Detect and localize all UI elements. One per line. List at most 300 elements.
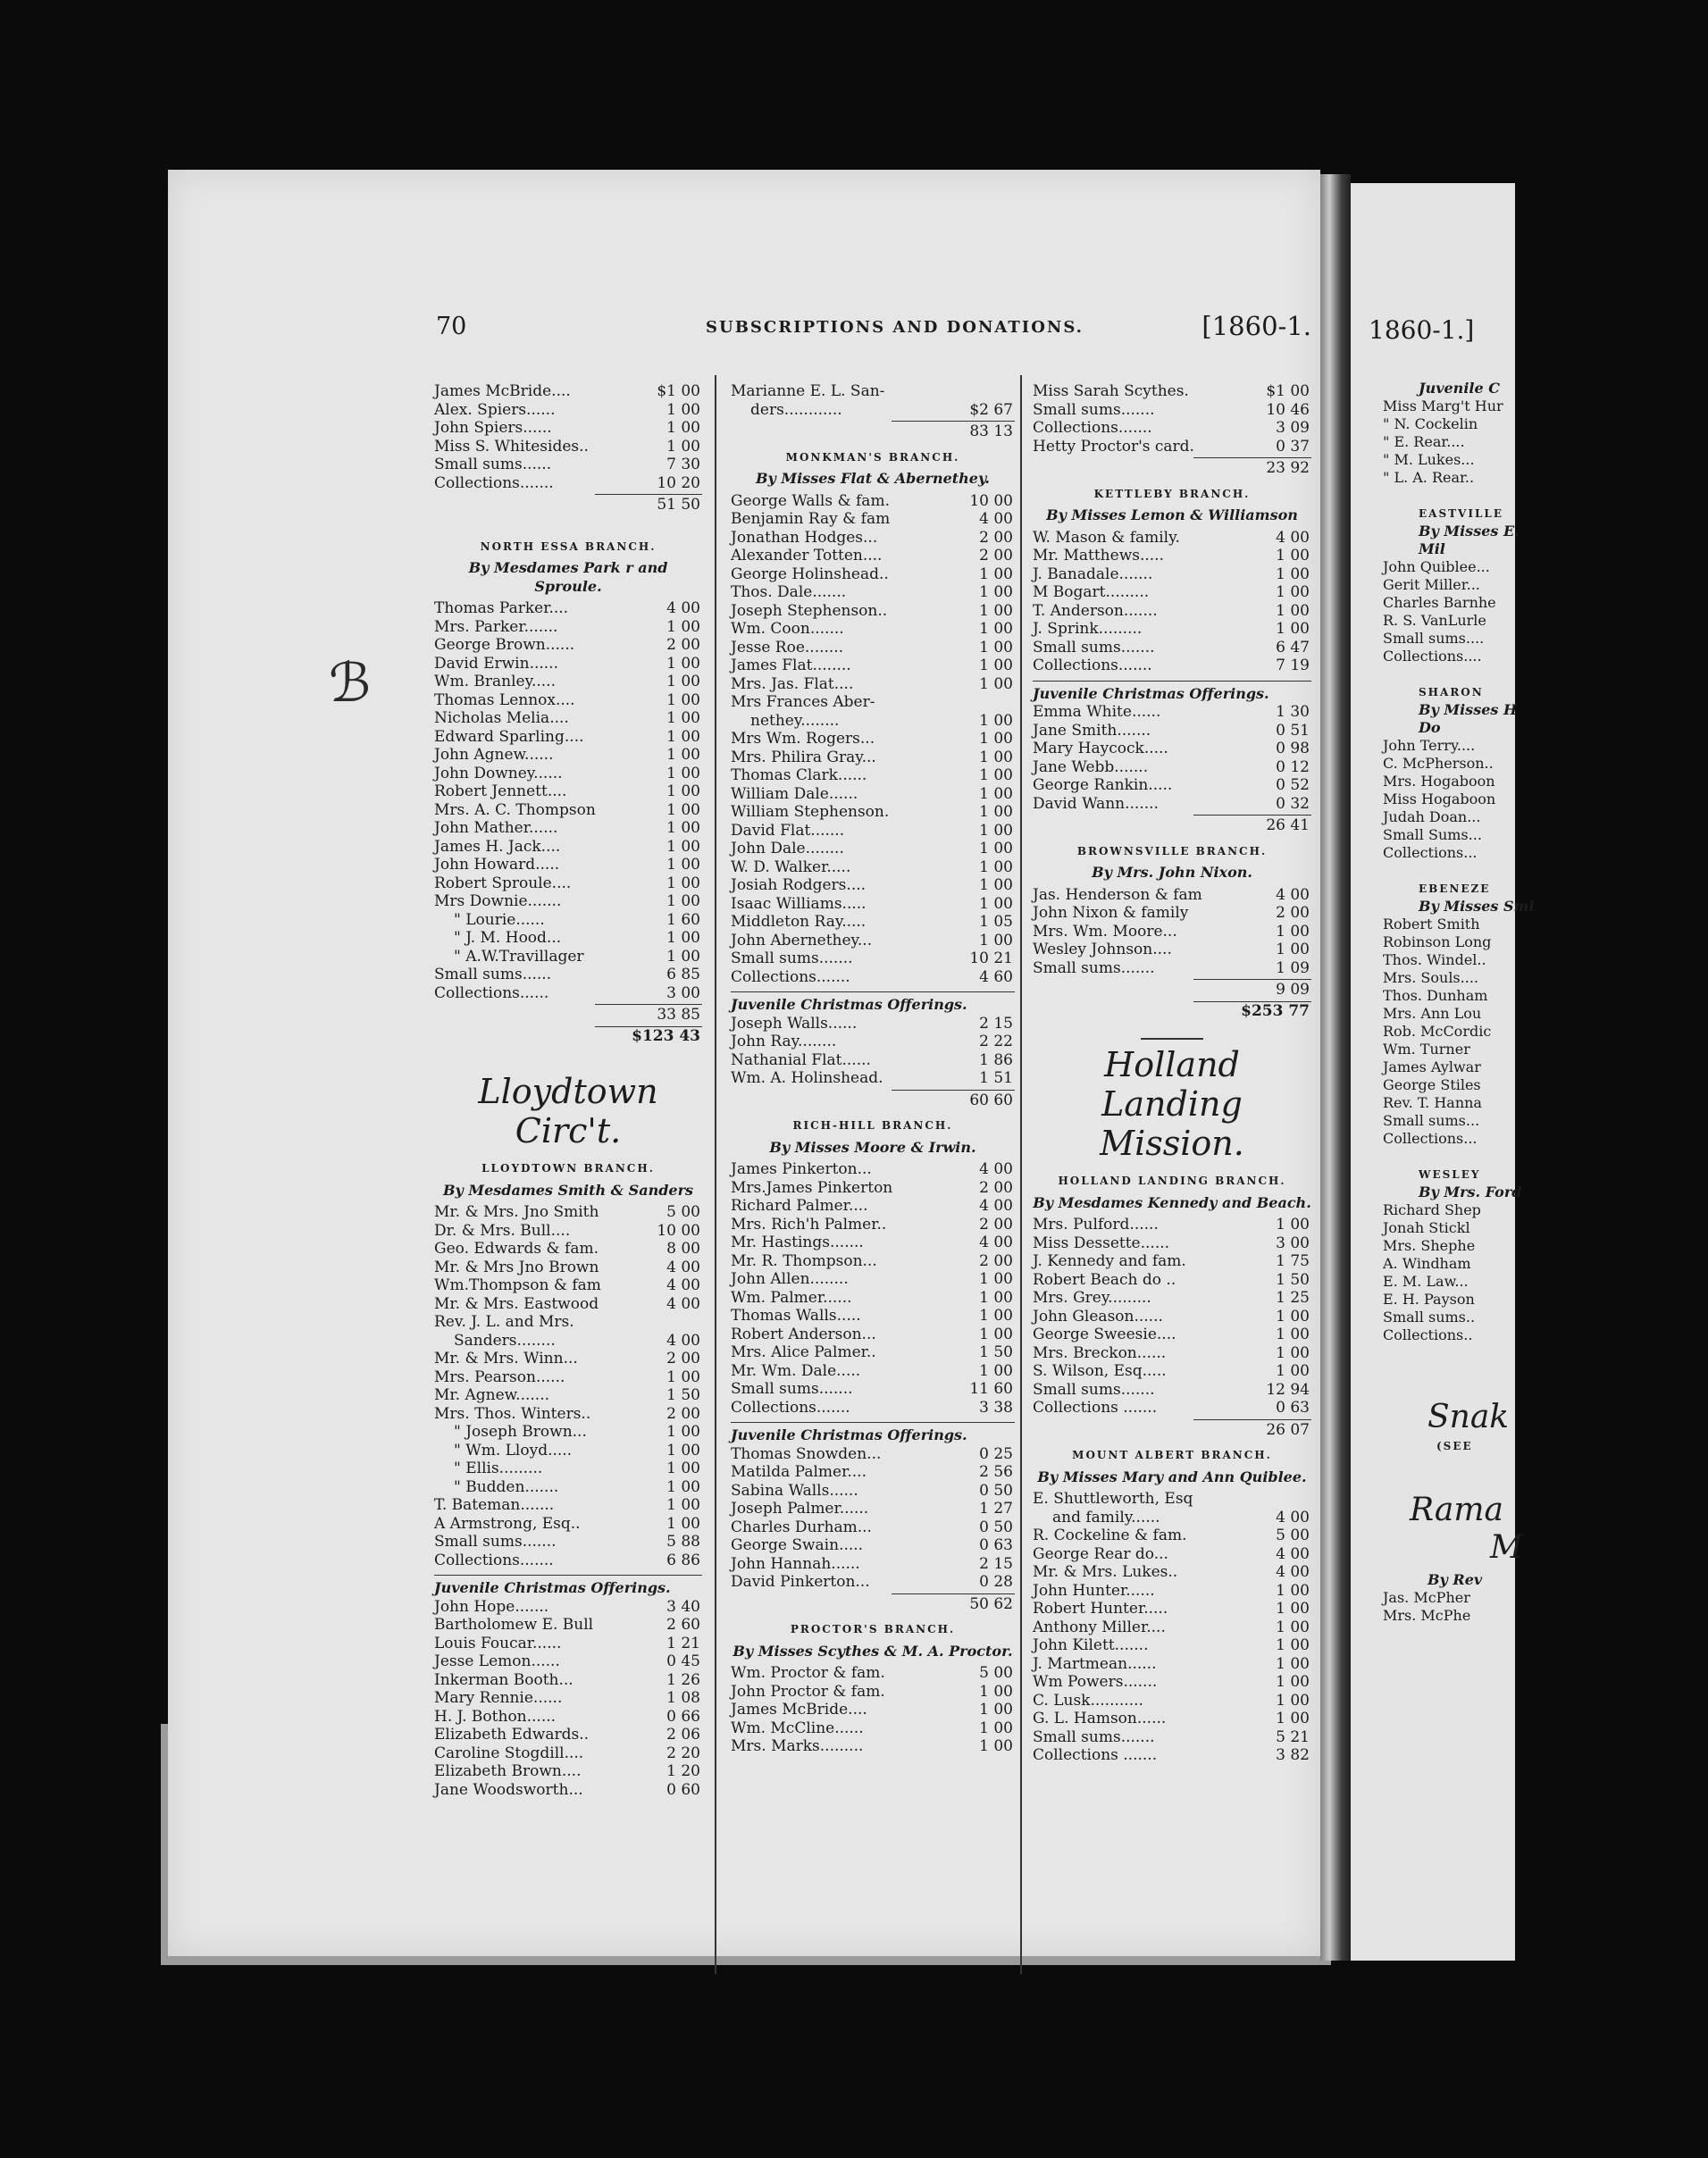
entry-row bbox=[731, 547, 1015, 565]
entry-row bbox=[1033, 1216, 1311, 1234]
entry-row bbox=[1033, 419, 1311, 438]
entry-row bbox=[434, 1598, 702, 1617]
entry-name: James McBride.... bbox=[731, 1701, 867, 1719]
row-list bbox=[731, 1015, 1015, 1088]
entry-row bbox=[434, 1652, 702, 1671]
entry-amount: 1 00 bbox=[1276, 620, 1310, 638]
entry-amount: 2 00 bbox=[666, 1350, 700, 1368]
column-divider bbox=[1020, 375, 1022, 1974]
entry-amount: 4 00 bbox=[979, 510, 1013, 528]
entry-amount: 2 00 bbox=[666, 1404, 700, 1423]
entry-amount: 0 12 bbox=[1276, 757, 1310, 776]
entry-name: James H. Jack.... bbox=[434, 837, 561, 856]
entry-name: Mrs. Breckon...... bbox=[1033, 1343, 1167, 1362]
entry-amount: 1 50 bbox=[1276, 1270, 1310, 1289]
mission-title: Holland Landing Mission. bbox=[1100, 1045, 1244, 1163]
entry-amount: 6 86 bbox=[666, 1551, 700, 1569]
entry-name: Wm. Proctor & fam. bbox=[731, 1664, 885, 1682]
entry-name: A Armstrong, Esq.. bbox=[434, 1514, 581, 1533]
entry-name: Mrs. A. C. Thompson bbox=[434, 800, 596, 819]
entry-name: George Holinshead.. bbox=[731, 565, 889, 583]
entry-row bbox=[731, 1380, 1015, 1399]
entry-name: Thomas Clark...... bbox=[731, 766, 867, 784]
entry-name: Sanders........ bbox=[454, 1331, 556, 1350]
branch-heading: BROWNSVILLE BRANCH. bbox=[1076, 844, 1268, 857]
entry-amount: 5 00 bbox=[979, 1664, 1013, 1682]
entry-row bbox=[731, 1069, 1015, 1088]
entry-row bbox=[434, 1295, 702, 1314]
entry-name: Robert Jennett.... bbox=[434, 782, 567, 800]
entry-name: S. Wilson, Esq..... bbox=[1033, 1362, 1167, 1380]
entry-name: Wm. McCline...... bbox=[731, 1719, 864, 1737]
rama-title: Rama bbox=[1410, 1492, 1503, 1528]
entry-row bbox=[1033, 1381, 1311, 1400]
right-page-line: Collections.. bbox=[1383, 1326, 1473, 1343]
right-page-line: Small sums... bbox=[1383, 1112, 1480, 1129]
entry-name: " Joseph Brown... bbox=[454, 1423, 587, 1441]
right-page-line: Miss Marg't Hur bbox=[1383, 397, 1503, 414]
entry-row bbox=[731, 1701, 1015, 1719]
entry-row bbox=[731, 1536, 1015, 1555]
entry-row bbox=[1033, 1582, 1311, 1601]
entry-row bbox=[731, 1362, 1015, 1381]
entry-amount: 11 60 bbox=[969, 1380, 1013, 1398]
entry-amount: 1 00 bbox=[979, 803, 1013, 821]
entry-row bbox=[1033, 401, 1311, 420]
entry-amount: 12 94 bbox=[1266, 1380, 1310, 1399]
column-3 bbox=[1033, 382, 1311, 1765]
snake-sub: (SEE bbox=[1436, 1440, 1473, 1452]
entry-row bbox=[1033, 1600, 1311, 1618]
entry-name: Robert Beach do .. bbox=[1033, 1270, 1176, 1289]
row-list bbox=[731, 492, 1015, 987]
entry-row bbox=[1033, 703, 1311, 722]
entry-name: Middleton Ray..... bbox=[731, 913, 867, 931]
row-list bbox=[1033, 1490, 1311, 1765]
entry-name: Mrs Downie....... bbox=[434, 892, 562, 910]
entry-amount: 1 00 bbox=[666, 709, 700, 727]
entry-name: William Dale...... bbox=[731, 784, 858, 803]
right-page-line: John Quiblee... bbox=[1383, 558, 1490, 575]
right-page-line: Miss Hogaboon bbox=[1383, 790, 1496, 807]
right-page-line: Robert Smith bbox=[1383, 916, 1480, 933]
entry-row bbox=[731, 1719, 1015, 1738]
entry-amount: 4 00 bbox=[1276, 1563, 1310, 1581]
right-page-line: Do bbox=[1419, 719, 1441, 736]
entry-name: Collections ....... bbox=[1033, 1399, 1158, 1417]
entry-name: James Flat........ bbox=[731, 657, 851, 674]
entry-name: Elizabeth Edwards.. bbox=[434, 1726, 590, 1744]
column-1 bbox=[434, 382, 702, 1799]
entry-amount: 0 51 bbox=[1276, 721, 1310, 740]
entry-amount: 0 32 bbox=[1276, 794, 1310, 813]
right-page-line: Thos. Windel.. bbox=[1383, 951, 1486, 968]
entry-amount: 2 00 bbox=[979, 1215, 1013, 1234]
entry-amount: 10 46 bbox=[1266, 400, 1310, 419]
entry-name: Mr. & Mrs. Eastwood bbox=[434, 1294, 599, 1313]
entry-amount: $2 67 bbox=[969, 400, 1013, 419]
entry-row bbox=[434, 1762, 702, 1781]
entry-row bbox=[731, 876, 1015, 895]
entry-row bbox=[434, 1533, 702, 1552]
entry-amount bbox=[958, 382, 1015, 401]
entry-row bbox=[1033, 1526, 1311, 1545]
entry-name: Small sums....... bbox=[1033, 1727, 1155, 1746]
entry-name: C. Lusk........... bbox=[1033, 1691, 1143, 1710]
entry-name: " Budden....... bbox=[454, 1477, 559, 1496]
entry-row bbox=[434, 636, 702, 655]
entry-name: G. L. Hamson...... bbox=[1033, 1710, 1167, 1727]
entry-name: Small sums....... bbox=[1033, 958, 1155, 977]
entry-row bbox=[434, 1442, 702, 1460]
entry-amount: 1 50 bbox=[979, 1343, 1013, 1361]
entry-name: David Pinkerton... bbox=[731, 1573, 870, 1591]
entry-amount: $1 00 bbox=[1266, 382, 1310, 400]
entry-name: Jane Woodsworth... bbox=[434, 1780, 583, 1799]
entry-row bbox=[434, 1460, 702, 1478]
right-page-line: Collections... bbox=[1383, 1130, 1478, 1147]
entry-row bbox=[731, 1343, 1015, 1362]
entry-name: Jonathan Hodges... bbox=[731, 528, 878, 547]
entry-name: Mrs. Marks......... bbox=[731, 1737, 864, 1755]
entry-row bbox=[434, 1313, 702, 1332]
entry-row bbox=[434, 1744, 702, 1763]
entry-amount: 1 00 bbox=[979, 857, 1013, 876]
entry-row bbox=[434, 984, 702, 1003]
entry-name: Joseph Walls...... bbox=[731, 1014, 858, 1033]
row-list bbox=[731, 1664, 1015, 1756]
entry-name: Small sums....... bbox=[1033, 400, 1155, 419]
entry-row bbox=[1033, 1509, 1311, 1527]
entry-amount: 4 00 bbox=[666, 1331, 700, 1350]
entry-row bbox=[1033, 1710, 1311, 1728]
entry-name: David Erwin...... bbox=[434, 654, 558, 673]
row-list bbox=[731, 382, 1015, 419]
entry-amount: 1 00 bbox=[1276, 1673, 1310, 1691]
entry-name: William Stephenson. bbox=[731, 803, 890, 821]
entry-row bbox=[731, 693, 1015, 712]
entry-row bbox=[1033, 1326, 1311, 1344]
book-spine bbox=[1320, 174, 1351, 1961]
entry-name: Mrs. Pulford...... bbox=[1033, 1216, 1159, 1234]
entry-amount: 1 75 bbox=[1276, 1252, 1310, 1270]
entry-name: David Flat....... bbox=[731, 821, 845, 840]
entry-amount: 1 00 bbox=[979, 1701, 1013, 1719]
entry-name: Wm. Palmer...... bbox=[731, 1288, 852, 1307]
entry-name: Mr. & Mrs. Lukes.. bbox=[1033, 1563, 1178, 1581]
entry-row bbox=[731, 492, 1015, 511]
entry-amount: 1 00 bbox=[979, 1288, 1013, 1307]
right-page-line: Thos. Dunham bbox=[1383, 987, 1488, 1004]
entry-amount: 1 20 bbox=[666, 1762, 700, 1780]
entry-row bbox=[1033, 923, 1311, 941]
entry-row bbox=[731, 895, 1015, 914]
right-page-line: SHARON bbox=[1419, 686, 1484, 698]
circuit-total: $123 43 bbox=[595, 1026, 702, 1046]
entry-name: Mrs. Parker....... bbox=[434, 617, 558, 636]
entry-amount: 1 00 bbox=[979, 583, 1013, 601]
juvenile-heading: Juvenile Christmas Offerings. bbox=[731, 991, 1015, 1015]
right-page-line: C. McPherson.. bbox=[1383, 755, 1494, 772]
entry-name: T. Bateman....... bbox=[434, 1496, 555, 1514]
entry-amount: 1 00 bbox=[666, 1368, 700, 1386]
branch-heading: LLOYDTOWN BRANCH. bbox=[481, 1162, 655, 1175]
entry-name: Mrs Frances Aber- bbox=[731, 693, 875, 711]
entry-amount: 5 21 bbox=[1276, 1727, 1310, 1746]
entry-amount: 3 00 bbox=[1276, 1234, 1310, 1252]
entry-name: John Howard..... bbox=[434, 856, 560, 874]
entry-row bbox=[1033, 657, 1311, 675]
entry-row bbox=[434, 1405, 702, 1424]
entry-name: Alexander Totten.... bbox=[731, 547, 883, 565]
right-page-line: By Misses H bbox=[1419, 701, 1518, 718]
row-list bbox=[434, 382, 702, 492]
circuit-total: $253 77 bbox=[1193, 1001, 1311, 1021]
entry-name: Mr. & Mrs Jno Brown bbox=[434, 1258, 599, 1276]
row-list bbox=[1033, 1216, 1311, 1418]
entry-amount: 1 60 bbox=[666, 910, 700, 929]
entry-amount: 1 00 bbox=[1276, 1710, 1310, 1727]
entry-amount: 3 40 bbox=[666, 1597, 700, 1616]
entry-amount: 1 00 bbox=[666, 1477, 700, 1496]
entry-name: Anthony Miller.... bbox=[1033, 1618, 1166, 1636]
entry-amount: 1 00 bbox=[979, 821, 1013, 840]
entry-amount: 0 98 bbox=[1276, 740, 1310, 757]
entry-name: James Pinkerton... bbox=[731, 1160, 872, 1178]
entry-row bbox=[434, 801, 702, 820]
entry-row bbox=[1033, 1362, 1311, 1381]
entry-amount: 4 00 bbox=[666, 599, 700, 617]
entry-name: Collections...... bbox=[434, 983, 549, 1002]
entry-amount: 1 00 bbox=[666, 1460, 700, 1477]
entry-amount: 2 00 bbox=[979, 547, 1013, 565]
entry-amount: 10 21 bbox=[969, 949, 1013, 967]
subtotal: 33 85 bbox=[595, 1004, 702, 1025]
entry-row bbox=[1033, 1563, 1311, 1582]
entry-amount: $1 00 bbox=[657, 382, 700, 400]
entry-name: John Kilett....... bbox=[1033, 1636, 1149, 1654]
right-page-line: Small sums.... bbox=[1383, 630, 1485, 647]
entry-amount: 2 00 bbox=[979, 1251, 1013, 1270]
entry-row bbox=[731, 382, 1015, 401]
entry-name: " A.W.Travillager bbox=[454, 947, 584, 966]
entry-name: Inkerman Booth... bbox=[434, 1670, 574, 1689]
entry-amount: 1 00 bbox=[666, 947, 700, 966]
branch-heading: RICH-HILL BRANCH. bbox=[792, 1119, 953, 1132]
entry-amount: 7 19 bbox=[1276, 657, 1310, 674]
entry-amount: 1 00 bbox=[666, 746, 700, 764]
entry-name: Mr. & Mrs. Jno Smith bbox=[434, 1203, 599, 1221]
entry-amount: 1 00 bbox=[1276, 1343, 1310, 1362]
entry-row bbox=[434, 838, 702, 857]
entry-amount: 1 00 bbox=[979, 1719, 1013, 1737]
entry-amount: 2 20 bbox=[666, 1744, 700, 1762]
entry-row bbox=[434, 1423, 702, 1442]
entry-name: Nathanial Flat...... bbox=[731, 1050, 871, 1069]
entry-row bbox=[731, 602, 1015, 621]
entry-row bbox=[731, 1737, 1015, 1756]
entry-amount: 1 00 bbox=[1276, 1654, 1310, 1673]
entry-name: Wm. Coon....... bbox=[731, 620, 844, 638]
snake-title: Snak bbox=[1428, 1399, 1510, 1435]
entry-name: T. Anderson....... bbox=[1033, 601, 1158, 620]
entry-row bbox=[1033, 382, 1311, 401]
entry-row bbox=[731, 712, 1015, 731]
entry-amount: 1 00 bbox=[979, 894, 1013, 913]
entry-name: John Allen........ bbox=[731, 1270, 849, 1288]
entry-row bbox=[1033, 1692, 1311, 1711]
entry-row bbox=[1033, 602, 1311, 621]
row-list bbox=[731, 1160, 1015, 1417]
rama-by: By Rev bbox=[1428, 1571, 1483, 1588]
entry-amount: 0 60 bbox=[666, 1780, 700, 1799]
entry-name: Mrs.James Pinkerton bbox=[731, 1178, 893, 1197]
entry-name: George Rankin..... bbox=[1033, 776, 1173, 794]
entry-row bbox=[731, 1216, 1015, 1234]
entry-name: J. Martmean...... bbox=[1033, 1654, 1157, 1673]
entry-amount: 1 00 bbox=[1276, 1618, 1310, 1636]
entry-amount: 4 00 bbox=[666, 1294, 700, 1313]
entry-amount: 2 06 bbox=[666, 1726, 700, 1744]
entry-amount: 0 52 bbox=[1276, 776, 1310, 794]
entry-name: H. J. Bothon...... bbox=[434, 1707, 557, 1726]
entry-row bbox=[434, 1496, 702, 1515]
circuit-title: Lloydtown Circ't. bbox=[478, 1072, 658, 1150]
entry-name: Collections....... bbox=[434, 473, 554, 492]
right-page-line: Mrs. Hogaboon bbox=[1383, 773, 1495, 790]
entry-row bbox=[1033, 1271, 1311, 1290]
entry-amount: 1 05 bbox=[979, 913, 1013, 931]
entry-name: John Proctor & fam. bbox=[731, 1682, 885, 1701]
entry-name: Collections....... bbox=[731, 967, 850, 986]
entry-amount: 4 00 bbox=[979, 1197, 1013, 1215]
entry-amount: 2 00 bbox=[666, 636, 700, 654]
right-page bbox=[1351, 183, 1535, 1961]
entry-row bbox=[1033, 1289, 1311, 1308]
entry-row bbox=[731, 968, 1015, 987]
right-page-line: Mrs. McPhe bbox=[1383, 1607, 1471, 1624]
entry-row bbox=[731, 949, 1015, 968]
entry-amount: 1 00 bbox=[979, 711, 1013, 730]
entry-row bbox=[731, 1160, 1015, 1179]
entry-name: Robert Hunter..... bbox=[1033, 1600, 1168, 1618]
entry-row bbox=[1033, 583, 1311, 602]
right-page-line: Charles Barnhe bbox=[1383, 594, 1496, 611]
entry-row bbox=[434, 1616, 702, 1635]
right-page-line: John Terry.... bbox=[1383, 737, 1476, 754]
entry-amount: 1 00 bbox=[979, 638, 1013, 657]
right-page-line: Mrs. Ann Lou bbox=[1383, 1005, 1482, 1022]
page-title: SUBSCRIPTIONS AND DONATIONS. bbox=[706, 318, 1084, 337]
entry-amount: 4 00 bbox=[666, 1258, 700, 1276]
entry-row bbox=[434, 456, 702, 474]
section-rule bbox=[1141, 1038, 1203, 1040]
entry-row bbox=[731, 1197, 1015, 1216]
branch-collectors: By Mesdames Kennedy and Beach. bbox=[1033, 1193, 1311, 1211]
entry-row bbox=[434, 438, 702, 456]
entry-row bbox=[1033, 1344, 1311, 1363]
entry-amount bbox=[1254, 1490, 1311, 1509]
right-page-line: By Misses Smi bbox=[1419, 898, 1535, 915]
branch-heading: NORTH ESSA BRANCH. bbox=[480, 540, 657, 553]
entry-amount: 1 00 bbox=[1276, 565, 1310, 583]
entry-name: John Nixon & family bbox=[1033, 904, 1189, 922]
entry-amount: 1 00 bbox=[1276, 547, 1310, 565]
rama-title-2: M bbox=[1490, 1529, 1523, 1566]
entry-amount: 4 00 bbox=[1276, 1508, 1310, 1526]
entry-name: Miss Dessette...... bbox=[1033, 1234, 1170, 1252]
right-page-line: Mil bbox=[1419, 540, 1445, 557]
entry-name: Mary Rennie...... bbox=[434, 1689, 563, 1707]
entry-name: Richard Palmer.... bbox=[731, 1197, 868, 1215]
entry-amount: 4 00 bbox=[1276, 528, 1310, 547]
branch-collectors: By Misses Flat & Abernethey. bbox=[756, 470, 990, 487]
branch-collectors: By Misses Mary and Ann Quiblee. bbox=[1037, 1468, 1307, 1485]
entry-amount: 10 20 bbox=[657, 473, 700, 492]
entry-row bbox=[434, 1222, 702, 1241]
entry-amount: 10 00 bbox=[969, 491, 1013, 510]
entry-name: Miss Sarah Scythes. bbox=[1033, 382, 1189, 400]
entry-name: J. Kennedy and fam. bbox=[1033, 1252, 1186, 1270]
entry-name: Hetty Proctor's card. bbox=[1033, 437, 1194, 456]
entry-name: Mr. Matthews..... bbox=[1033, 547, 1164, 565]
branch-heading: PROCTOR'S BRANCH. bbox=[790, 1623, 956, 1635]
entry-name: Emma White...... bbox=[1033, 703, 1161, 721]
entry-amount: 0 63 bbox=[979, 1536, 1013, 1554]
entry-amount: 1 00 bbox=[666, 654, 700, 673]
entry-amount: 2 15 bbox=[979, 1014, 1013, 1033]
entry-name: Thomas Parker.... bbox=[434, 599, 569, 617]
entry-row bbox=[1033, 941, 1311, 959]
entry-name: and family...... bbox=[1052, 1508, 1160, 1526]
entry-name: E. Shuttleworth, Esq bbox=[1033, 1490, 1193, 1508]
entry-row bbox=[731, 639, 1015, 657]
entry-row bbox=[1033, 1399, 1311, 1418]
entry-name: George Rear do... bbox=[1033, 1544, 1168, 1563]
entry-name: Thos. Dale....... bbox=[731, 583, 847, 601]
right-page-line: R. S. VanLurle bbox=[1383, 612, 1486, 629]
entry-amount: 1 00 bbox=[666, 617, 700, 636]
entry-row bbox=[1033, 438, 1311, 456]
entry-name: Edward Sparling.... bbox=[434, 727, 584, 746]
right-page-line: Jas. McPher bbox=[1383, 1589, 1470, 1606]
entry-name: Mrs. Wm. Moore... bbox=[1033, 922, 1177, 941]
entry-row bbox=[1033, 1746, 1311, 1765]
right-page-line: By Misses E. bbox=[1419, 523, 1520, 540]
entry-row bbox=[1033, 1545, 1311, 1564]
entry-name: Bartholomew E. Bull bbox=[434, 1616, 594, 1634]
entry-row bbox=[434, 1203, 702, 1222]
entry-amount: 10 00 bbox=[657, 1221, 700, 1240]
entry-row bbox=[1033, 886, 1311, 905]
entry-amount: 4 60 bbox=[979, 967, 1013, 986]
entry-row bbox=[731, 1270, 1015, 1289]
entry-name: Wm Powers....... bbox=[1033, 1673, 1158, 1691]
entry-amount: 1 00 bbox=[979, 840, 1013, 857]
entry-amount: 1 00 bbox=[1276, 941, 1310, 958]
entry-amount: 1 00 bbox=[666, 929, 700, 947]
entry-row bbox=[434, 1726, 702, 1744]
entry-name: Jane Webb....... bbox=[1033, 757, 1149, 776]
entry-row bbox=[434, 1552, 702, 1570]
entry-name: John Abernethey... bbox=[731, 931, 873, 949]
entry-amount: 1 00 bbox=[666, 437, 700, 456]
entry-name: Matilda Palmer.... bbox=[731, 1463, 867, 1481]
entry-row bbox=[434, 1259, 702, 1277]
entry-amount: 1 00 bbox=[666, 419, 700, 437]
entry-name: Jesse Roe........ bbox=[731, 638, 844, 657]
entry-amount: 4 00 bbox=[979, 1234, 1013, 1251]
